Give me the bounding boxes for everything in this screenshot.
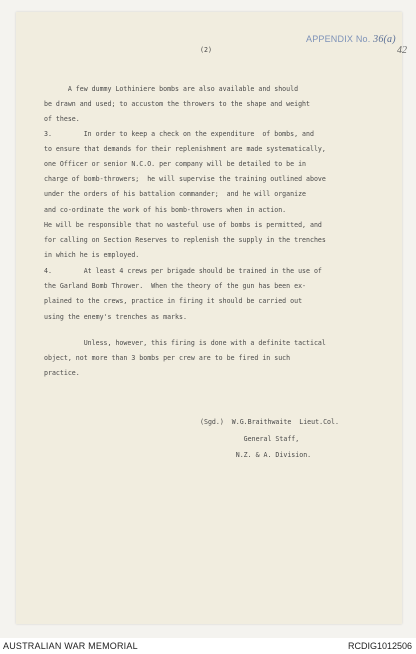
text-line: the Garland Bomb Thrower. When the theory of the gun has been ex- (44, 282, 307, 290)
appendix-stamp (306, 34, 396, 45)
text-line: using the enemy's trenches as marks. (44, 313, 187, 321)
text-line: A few dummy Lothiniere bombs are also available and should (44, 85, 299, 93)
text-line: plained to the crews, practice in firing it should be carried out (44, 297, 303, 305)
text-line: under the orders of his battalion commander; and he will organize (44, 190, 307, 198)
record-id: RCDIG1012506 (347, 641, 412, 651)
text-line: for calling on Section Reserves to replenish the supply in the trenches (44, 236, 326, 244)
text-line: in which he is employed. (44, 251, 140, 259)
text-line: Unless, however, this firing is done with a definite tactical (44, 339, 326, 347)
text-line: one Officer or senior N.C.O. per company will be detailed to be in (44, 160, 307, 168)
text-line: 4. At least 4 crews per brigade should be trained in the use of (44, 267, 322, 275)
text-line: 3. In order to keep a check on the expenditure of bombs, and (44, 130, 314, 138)
archive-name: AUSTRALIAN WAR MEMORIAL (3, 641, 138, 651)
page-marker: (2) (200, 46, 212, 54)
archive-footer (0, 638, 416, 654)
text-line: and co-ordinate the work of his bomb-throwers when in action. (44, 206, 287, 214)
signature-title: General Staff, (200, 435, 300, 443)
text-line: be drawn and used; to accustom the throwers to the shape and weight (44, 100, 310, 108)
signature-division: N.Z. & A. Division. (200, 451, 312, 459)
appendix-number: 36(a) (373, 34, 396, 45)
signature-line: (Sgd.) W.G.Braithwaite Lieut.Col. (200, 418, 339, 426)
handwritten-page-number: 42 (397, 45, 407, 56)
document-page (16, 12, 407, 624)
text-line: of these. (44, 115, 80, 123)
text-line: object, not more than 3 bombs per crew are to be fired in such (44, 354, 291, 362)
text-line: to ensure that demands for their replenishment are made systematically, (44, 145, 326, 153)
text-line: He will be responsible that no wasteful use of bombs is permitted, and (44, 221, 322, 229)
appendix-stamp-label: APPENDIX No. (306, 34, 371, 44)
text-line: charge of bomb-throwers; he will supervise the training outlined above (44, 175, 326, 183)
text-line: practice. (44, 369, 80, 377)
